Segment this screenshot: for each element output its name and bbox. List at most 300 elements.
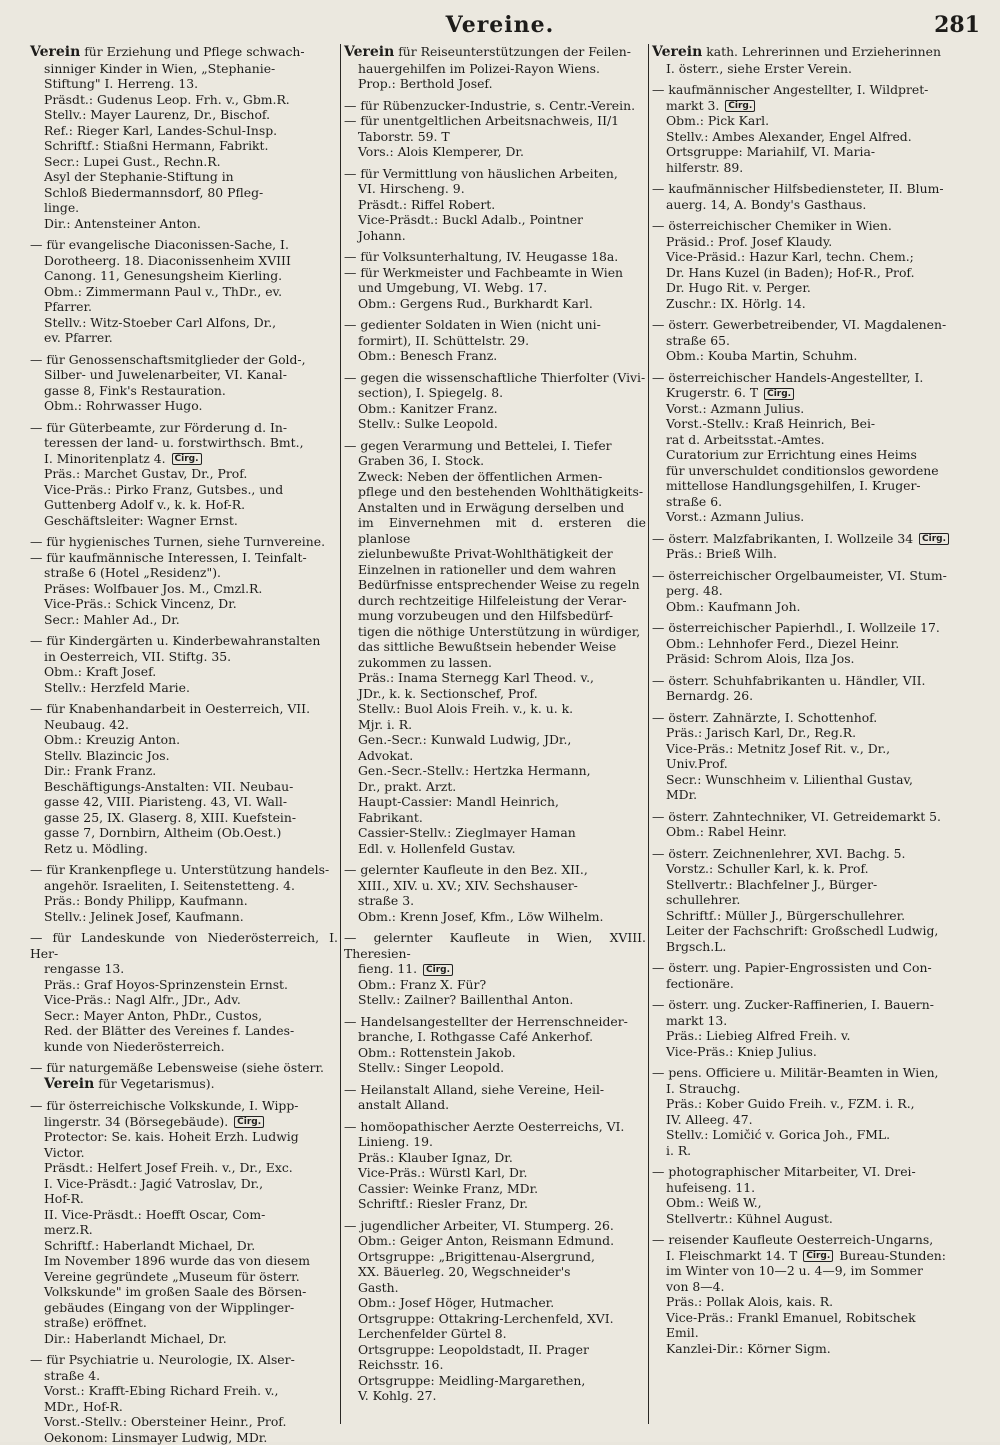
- entry-line: — homöopathischer Aerzte Oesterreichs, VI.: [344, 1119, 646, 1135]
- entry-line: Dir.: Antensteiner Anton.: [30, 216, 338, 232]
- entry-line: i. R.: [652, 1143, 964, 1159]
- entry-line: gasse 42, VIII. Piaristeng. 43, VI. Wall-: [30, 794, 338, 810]
- entry-line: Schriftf.: Müller J., Bürgerschullehrer.: [652, 908, 964, 924]
- directory-entry: [652, 710, 964, 803]
- entry-line: Obm.: Franz X. Für?: [344, 977, 646, 993]
- entry-line: Stellv.: Singer Leopold.: [344, 1060, 646, 1076]
- entry-line: Verein für Vegetarismus).: [30, 1076, 338, 1093]
- entry-line: straße 4.: [30, 1368, 338, 1384]
- directory-entry: [652, 82, 964, 175]
- entry-line: Obm.: Rohrwasser Hugo.: [30, 398, 338, 414]
- directory-entry: [652, 997, 964, 1059]
- entry-line: VI. Hirscheng. 9.: [344, 181, 646, 197]
- entry-line: Stellv.: Witz-Stoeber Carl Alfons, Dr.,: [30, 315, 338, 331]
- entry-line: anstalt Alland.: [344, 1097, 646, 1113]
- entry-line: Secr.: Mahler Ad., Dr.: [30, 612, 338, 628]
- entry-line: Stellv.: Ambes Alexander, Engel Alfred.: [652, 129, 964, 145]
- entry-line: Linieng. 19.: [344, 1134, 646, 1150]
- entry-line: — für Vermittlung von häuslichen Arbeiten,: [344, 166, 646, 182]
- directory-entry: [344, 1014, 646, 1076]
- entry-line: Präs.: Inama Sternegg Karl Theod. v.,: [344, 670, 646, 686]
- entry-line: Brgsch.L.: [652, 939, 964, 955]
- entry-line: Red. der Blätter des Vereines f. Landes-: [30, 1023, 338, 1039]
- entry-line: — für Güterbeamte, zur Förderung d. In-: [30, 420, 338, 436]
- directory-entry: [344, 44, 646, 92]
- directory-entry: [652, 531, 964, 562]
- entry-line: MDr., Hof-R.: [30, 1399, 338, 1415]
- entry-line: — für österreichische Volkskunde, I. Wipp-: [30, 1098, 338, 1114]
- entry-line: Cassier-Stellv.: Zieglmayer Haman: [344, 825, 646, 841]
- entry-line: merz.R.: [30, 1222, 338, 1238]
- directory-entry: [652, 673, 964, 704]
- entry-line: — österr. Zahnärzte, I. Schottenhof.: [652, 710, 964, 726]
- entry-line: Lerchenfelder Gürtel 8.: [344, 1326, 646, 1342]
- directory-entry: [30, 1352, 338, 1445]
- entry-line: Obm.: Lehnhofer Ferd., Diezel Heinr.: [652, 636, 964, 652]
- entry-line: Präsid.: Prof. Josef Klaudy.: [652, 234, 964, 250]
- entry-line: Emil.: [652, 1325, 964, 1341]
- entry-line: — gedienter Soldaten in Wien (nicht uni-: [344, 317, 646, 333]
- entry-line: Obm.: Gergens Rud., Burkhardt Karl.: [344, 296, 646, 312]
- column-3: [652, 44, 964, 1432]
- entry-line: hufeiseng. 11.: [652, 1180, 964, 1196]
- entry-line: Secr.: Mayer Anton, PhDr., Custos,: [30, 1008, 338, 1024]
- entry-line: Vice-Präs.: Nagl Alfr., JDr., Adv.: [30, 992, 338, 1008]
- column-2: [344, 44, 646, 1432]
- entry-line: Ref.: Rieger Karl, Landes-Schul-Insp.: [30, 123, 338, 139]
- entry-line: Neubaug. 42.: [30, 717, 338, 733]
- directory-entry: [652, 809, 964, 840]
- entry-line: Vice-Präsdt.: Buckl Adalb., Pointner: [344, 212, 646, 228]
- directory-entry: [344, 1119, 646, 1212]
- directory-entry: [344, 1218, 646, 1404]
- entry-line: Schloß Biedermannsdorf, 80 Pfleg-: [30, 185, 338, 201]
- entry-line: Präs.: Kober Guido Freih. v., FZM. i. R.,: [652, 1096, 964, 1112]
- directory-entry: [652, 1232, 964, 1356]
- entry-line: Stiftung" I. Herreng. 13.: [30, 76, 338, 92]
- directory-entry: [652, 1164, 964, 1226]
- directory-entry: [652, 568, 964, 615]
- entry-line: — österr. Malzfabrikanten, I. Wollzeile 34 Cirg.: [652, 531, 964, 547]
- entry-line: — gelernter Kaufleute in Wien, XVIII. Theresien-: [344, 930, 646, 961]
- entry-line: Stellv.: Zailner? Baillenthal Anton.: [344, 992, 646, 1008]
- entry-line: Bernardg. 26.: [652, 688, 964, 704]
- entry-line: Stellv.: Lomičić v. Gorica Joh., FML.: [652, 1127, 964, 1143]
- entry-line: Mjr. i. R.: [344, 717, 646, 733]
- entry-line: Vorst.: Krafft-Ebing Richard Freih. v.,: [30, 1383, 338, 1399]
- entry-line: Univ.Prof.: [652, 756, 964, 772]
- directory-entry: [652, 620, 964, 667]
- entry-line: Krugerstr. 6. T Cirg.: [652, 385, 964, 401]
- directory-entry: [652, 370, 964, 525]
- directory-entry: [652, 44, 964, 76]
- entry-line: Curatorium zur Errichtung eines Heims: [652, 447, 964, 463]
- entry-line: — österr. ung. Papier-Engrossisten und Con-: [652, 960, 964, 976]
- entry-line: Vice-Präs.: Schick Vincenz, Dr.: [30, 596, 338, 612]
- entry-lead-word: Verein: [344, 44, 394, 60]
- entry-line: I. Vice-Präsdt.: Jagić Vatroslav, Dr.,: [30, 1176, 338, 1192]
- entry-line: mittellose Handlungsgehilfen, I. Kruger-: [652, 478, 964, 494]
- entry-line: Präsid: Schrom Alois, Ilza Jos.: [652, 651, 964, 667]
- entry-line: Oekonom: Linsmayer Ludwig, MDr.: [30, 1430, 338, 1445]
- entry-line: V. Kohlg. 27.: [344, 1388, 646, 1404]
- entry-line: — gegen die wissenschaftliche Thierfolter (Vivi-: [344, 370, 646, 386]
- entry-line: Gen.-Secr.-Stellv.: Hertzka Hermann,: [344, 763, 646, 779]
- entry-line: Stellv. Blazincic Jos.: [30, 748, 338, 764]
- entry-line: straße 6 (Hotel „Residenz").: [30, 565, 338, 581]
- entry-line: Graben 36, I. Stock.: [344, 453, 646, 469]
- entry-line: Vorst.: Azmann Julius.: [652, 509, 964, 525]
- entry-line: Gen.-Secr.: Kunwald Ludwig, JDr.,: [344, 732, 646, 748]
- directory-entry: [30, 1098, 338, 1346]
- entry-line: rat d. Arbeitsstat.-Amtes.: [652, 432, 964, 448]
- entry-lead-word: Verein: [30, 44, 80, 60]
- entry-line: Secr.: Lupei Gust., Rechn.R.: [30, 154, 338, 170]
- entry-line: Kanzlei-Dir.: Körner Sigm.: [652, 1341, 964, 1357]
- entry-line: hilferstr. 89.: [652, 160, 964, 176]
- entry-lead-word: Verein: [652, 44, 702, 60]
- entry-line: rengasse 13.: [30, 961, 338, 977]
- entry-line: Verein kath. Lehrerinnen und Erzieherinnen: [652, 44, 964, 61]
- entry-line: markt 13.: [652, 1013, 964, 1029]
- entry-line: Vorst.: Azmann Julius.: [652, 401, 964, 417]
- entry-line: gasse 25, IX. Glaserg. 8, XIII. Kuefstein-: [30, 810, 338, 826]
- entry-line: Vice-Präs.: Kniep Julius.: [652, 1044, 964, 1060]
- cirg-stamp-icon: Cirg.: [764, 388, 794, 400]
- directory-entry: [30, 534, 338, 627]
- entry-lead-word: Verein: [44, 1076, 94, 1092]
- entry-line: — österr. Gewerbetreibender, VI. Magdalenen-: [652, 317, 964, 333]
- entry-line: und Umgebung, VI. Webg. 17.: [344, 280, 646, 296]
- entry-line: — für Kindergärten u. Kinderbewahranstalten: [30, 633, 338, 649]
- entry-line: XX. Bäuerleg. 20, Wegschneider's: [344, 1264, 646, 1280]
- entry-line: Vice-Präs.: Pirko Franz, Gutsbes., und: [30, 482, 338, 498]
- column-divider: [340, 44, 341, 1424]
- directory-entry: [652, 960, 964, 991]
- entry-line: zielunbewußte Privat-Wohlthätigkeit der: [344, 546, 646, 562]
- entry-line: Zuschr.: IX. Hörlg. 14.: [652, 296, 964, 312]
- entry-line: Obm.: Kaufmann Joh.: [652, 599, 964, 615]
- entry-line: Obm.: Geiger Anton, Reismann Edmund.: [344, 1233, 646, 1249]
- entry-line: Im November 1896 wurde das von diesem: [30, 1253, 338, 1269]
- entry-line: Präsdt.: Helfert Josef Freih. v., Dr., Exc.: [30, 1160, 338, 1176]
- entry-line: fieng. 11. Cirg.: [344, 961, 646, 977]
- entry-line: gasse 7, Dornbirn, Altheim (Ob.Oest.): [30, 825, 338, 841]
- entry-line: Stellv.: Jelinek Josef, Kaufmann.: [30, 909, 338, 925]
- entry-line: tigen die nöthige Unterstützung in würdiger,: [344, 624, 646, 640]
- entry-line: Schriftf.: Riesler Franz, Dr.: [344, 1196, 646, 1212]
- entry-line: Ortsgruppe: Ottakring-Lerchenfeld, XVI.: [344, 1311, 646, 1327]
- entry-line: sinniger Kinder in Wien, „Stephanie-: [30, 61, 338, 77]
- entry-line: — Handelsangestellter der Herrenschneider-: [344, 1014, 646, 1030]
- entry-line: IV. Alleeg. 47.: [652, 1112, 964, 1128]
- entry-line: Hof-R.: [30, 1191, 338, 1207]
- entry-line: Protector: Se. kais. Hoheit Erzh. Ludwig: [30, 1129, 338, 1145]
- entry-line: Prop.: Berthold Josef.: [344, 76, 646, 92]
- entry-line: Präs.: Marchet Gustav, Dr., Prof.: [30, 466, 338, 482]
- entry-line: Dorotheerg. 18. Diaconissenheim XVIII: [30, 253, 338, 269]
- entry-line: auerg. 14, A. Bondy's Gasthaus.: [652, 197, 964, 213]
- directory-entry: [344, 930, 646, 1008]
- entry-line: Fabrikant.: [344, 810, 646, 826]
- entry-line: Stellv.: Mayer Laurenz, Dr., Bischof.: [30, 107, 338, 123]
- entry-line: — österreichischer Chemiker in Wien.: [652, 218, 964, 234]
- directory-entry: [344, 1082, 646, 1113]
- entry-line: II. Vice-Präsdt.: Hoefft Oscar, Com-: [30, 1207, 338, 1223]
- entry-line: I. Strauchg.: [652, 1081, 964, 1097]
- entry-line: Obm.: Zimmermann Paul v., ThDr., ev.: [30, 284, 338, 300]
- directory-entry: [344, 438, 646, 857]
- entry-line: Ortsgruppe: Leopoldstadt, II. Prager: [344, 1342, 646, 1358]
- directory-entry: [30, 420, 338, 529]
- entry-line: — österr. Schuhfabrikanten u. Händler, VII.: [652, 673, 964, 689]
- entry-line: Dir.: Haberlandt Michael, Dr.: [30, 1331, 338, 1347]
- entry-line: — für Werkmeister und Fachbeamte in Wien: [344, 265, 646, 281]
- entry-line: Obm.: Kreuzig Anton.: [30, 732, 338, 748]
- entry-line: Präs.: Klauber Ignaz, Dr.: [344, 1150, 646, 1166]
- entry-line: — pens. Officiere u. Militär-Beamten in Wien,: [652, 1065, 964, 1081]
- entry-line: Zweck: Neben der öffentlichen Armen-: [344, 469, 646, 485]
- entry-line: Ortsgruppe: Meidling-Margarethen,: [344, 1373, 646, 1389]
- entry-line: Obm.: Kraft Josef.: [30, 664, 338, 680]
- entry-line: im Winter von 10—2 u. 4—9, im Sommer: [652, 1263, 964, 1279]
- directory-entry: [30, 930, 338, 1054]
- entry-line: teressen der land- u. forstwirthsch. Bmt.,: [30, 435, 338, 451]
- directory-entry: [344, 166, 646, 244]
- entry-line: Vice-Präs.: Frankl Emanuel, Robitschek: [652, 1310, 964, 1326]
- entry-line: Obm.: Krenn Josef, Kfm., Löw Wilhelm.: [344, 909, 646, 925]
- directory-entry: [30, 352, 338, 414]
- entry-line: Secr.: Wunschheim v. Lilienthal Gustav,: [652, 772, 964, 788]
- entry-line: — reisender Kaufleute Oesterreich-Ungarns,: [652, 1232, 964, 1248]
- entry-line: Dr. Hugo Rit. v. Perger.: [652, 280, 964, 296]
- entry-line: Gasth.: [344, 1280, 646, 1296]
- entry-line: Johann.: [344, 228, 646, 244]
- entry-line: von 8—4.: [652, 1279, 964, 1295]
- entry-line: Vorst.-Stellv.: Kraß Heinrich, Bei-: [652, 416, 964, 432]
- entry-line: — für hygienisches Turnen, siehe Turnvereine.: [30, 534, 338, 550]
- cirg-stamp-icon: Cirg.: [172, 453, 202, 465]
- entry-line: Guttenberg Adolf v., k. k. Hof-R.: [30, 497, 338, 513]
- directory-entry: [652, 218, 964, 311]
- entry-line: Präs.: Pollak Alois, kais. R.: [652, 1294, 964, 1310]
- entry-line: JDr., k. k. Sectionschef, Prof.: [344, 686, 646, 702]
- entry-line: — österreichischer Papierhdl., I. Wollzeile 17.: [652, 620, 964, 636]
- entry-line: Haupt-Cassier: Mandl Heinrich,: [344, 794, 646, 810]
- entry-line: Leiter der Fachschrift: Großschedl Ludwig,: [652, 923, 964, 939]
- directory-entry: [30, 1060, 338, 1092]
- entry-line: zukommen zu lassen.: [344, 655, 646, 671]
- entry-line: — für Krankenpflege u. Unterstützung handels-: [30, 862, 338, 878]
- directory-entry: [30, 237, 338, 346]
- entry-line: Vorstz.: Schuller Karl, k. k. Prof.: [652, 861, 964, 877]
- entry-line: Präsdt.: Riffel Robert.: [344, 197, 646, 213]
- entry-line: gebäudes (Eingang von der Wipplinger-: [30, 1300, 338, 1316]
- entry-line: Schriftf.: Haberlandt Michael, Dr.: [30, 1238, 338, 1254]
- entry-line: Präses: Wolfbauer Jos. M., Cmzl.R.: [30, 581, 338, 597]
- column-divider: [648, 44, 649, 1424]
- entry-line: Vice-Präs.: Würstl Karl, Dr.: [344, 1165, 646, 1181]
- column-1: [30, 44, 338, 1432]
- entry-line: hauergehilfen im Polizei-Rayon Wiens.: [344, 61, 646, 77]
- entry-line: mung vorzubeugen und den Hilfsbedürf-: [344, 608, 646, 624]
- entry-line: — für evangelische Diaconissen-Sache, I.: [30, 237, 338, 253]
- entry-line: Stellv.: Buol Alois Freih. v., k. u. k.: [344, 701, 646, 717]
- entry-line: — für Volksunterhaltung, IV. Heugasse 18a.: [344, 249, 646, 265]
- entry-line: branche, I. Rothgasse Café Ankerhof.: [344, 1029, 646, 1045]
- entry-line: Verein für Erziehung und Pflege schwach-: [30, 44, 338, 61]
- entry-line: Anstalten und in Erwägung derselben und: [344, 500, 646, 516]
- entry-line: Taborstr. 59. T: [344, 129, 646, 145]
- entry-line: durch rechtzeitige Hilfeleistung der Verar-: [344, 593, 646, 609]
- entry-line: Reichsstr. 16.: [344, 1357, 646, 1373]
- entry-line: Obm.: Rabel Heinr.: [652, 824, 964, 840]
- entry-line: Obm.: Pick Karl.: [652, 113, 964, 129]
- entry-line: Cassier: Weinke Franz, MDr.: [344, 1181, 646, 1197]
- entry-line: Dr., prakt. Arzt.: [344, 779, 646, 795]
- entry-line: Obm.: Kanitzer Franz.: [344, 401, 646, 417]
- entry-line: — photographischer Mitarbeiter, VI. Drei-: [652, 1164, 964, 1180]
- entry-line: — österreichischer Orgelbaumeister, VI. Stum-: [652, 568, 964, 584]
- entry-line: Präs.: Brieß Wilh.: [652, 546, 964, 562]
- entry-line: straße 6.: [652, 494, 964, 510]
- entry-line: Silber- und Juwelenarbeiter, VI. Kanal-: [30, 367, 338, 383]
- entry-line: Obm.: Benesch Franz.: [344, 348, 646, 364]
- entry-line: Vorst.-Stellv.: Obersteiner Heinr., Prof.: [30, 1414, 338, 1430]
- page-header: [0, 8, 1000, 42]
- directory-entry: [344, 98, 646, 160]
- cirg-stamp-icon: Cirg.: [234, 1116, 264, 1128]
- entry-line: — für Knabenhandarbeit in Oesterreich, VII.: [30, 701, 338, 717]
- entry-line: Geschäftsleiter: Wagner Ernst.: [30, 513, 338, 529]
- entry-line: Präs.: Liebieg Alfred Freih. v.: [652, 1028, 964, 1044]
- entry-line: — für Psychiatrie u. Neurologie, IX. Alser-: [30, 1352, 338, 1368]
- entry-line: Obm.: Kouba Martin, Schuhm.: [652, 348, 964, 364]
- entry-line: gasse 8, Fink's Restauration.: [30, 383, 338, 399]
- entry-line: pflege und den bestehenden Wohlthätigkeits-: [344, 484, 646, 500]
- entry-line: kunde von Niederösterreich.: [30, 1039, 338, 1055]
- entry-line: angehör. Israeliten, I. Seitenstetteng. 4.: [30, 878, 338, 894]
- entry-line: ev. Pfarrer.: [30, 330, 338, 346]
- entry-line: Ortsgruppe: „Brigittenau-Alsergrund,: [344, 1249, 646, 1265]
- entry-line: Stellvertr.: Kühnel August.: [652, 1211, 964, 1227]
- directory-entry: [344, 317, 646, 364]
- entry-line: — österr. ung. Zucker-Raffinerien, I. Bauern-: [652, 997, 964, 1013]
- entry-line: Victor.: [30, 1145, 338, 1161]
- entry-line: Stellv.: Sulke Leopold.: [344, 416, 646, 432]
- entry-line: linge.: [30, 200, 338, 216]
- entry-line: Ortsgruppe: Mariahilf, VI. Maria-: [652, 144, 964, 160]
- cirg-stamp-icon: Cirg.: [725, 100, 755, 112]
- entry-line: — für Landeskunde von Niederösterreich, I. Her-: [30, 930, 338, 961]
- entry-line: Retz u. Mödling.: [30, 841, 338, 857]
- entry-line: Verein für Reiseunterstützungen der Feilen-: [344, 44, 646, 61]
- entry-line: — österr. Zeichnenlehrer, XVI. Bachg. 5.: [652, 846, 964, 862]
- entry-line: Vereine gegründete „Museum für österr.: [30, 1269, 338, 1285]
- entry-line: in Oesterreich, VII. Stiftg. 35.: [30, 649, 338, 665]
- entry-line: — für naturgemäße Lebensweise (siehe österr.: [30, 1060, 338, 1076]
- entry-line: Schriftf.: Stiaßni Hermann, Fabrikt.: [30, 138, 338, 154]
- cirg-stamp-icon: Cirg.: [803, 1250, 833, 1262]
- directory-entry: [652, 1065, 964, 1158]
- entry-line: Volkskunde" im großen Saale des Börsen-: [30, 1284, 338, 1300]
- entry-line: schullehrer.: [652, 892, 964, 908]
- directory-entry: [652, 181, 964, 212]
- entry-line: Stellv.: Herzfeld Marie.: [30, 680, 338, 696]
- entry-line: Beschäftigungs-Anstalten: VII. Neubau-: [30, 779, 338, 795]
- entry-line: Canong. 11, Genesungsheim Kierling.: [30, 268, 338, 284]
- entry-line: Asyl der Stephanie-Stiftung in: [30, 169, 338, 185]
- cirg-stamp-icon: Cirg.: [423, 964, 453, 976]
- directory-entry: [30, 862, 338, 924]
- directory-entry: [30, 701, 338, 856]
- entry-line: formirt), II. Schüttelstr. 29.: [344, 333, 646, 349]
- entry-line: — Heilanstalt Alland, siehe Vereine, Heil-: [344, 1082, 646, 1098]
- entry-line: Obm.: Rottenstein Jakob.: [344, 1045, 646, 1061]
- entry-line: Präs.: Jarisch Karl, Dr., Reg.R.: [652, 725, 964, 741]
- entry-line: Stellvertr.: Blachfelner J., Bürger-: [652, 877, 964, 893]
- entry-line: — kaufmännischer Hilfsbediensteter, II. Blum-: [652, 181, 964, 197]
- entry-line: — österr. Zahntechniker, VI. Getreidemarkt 5.: [652, 809, 964, 825]
- entry-line: straße 3.: [344, 893, 646, 909]
- entry-line: im Einvernehmen mit d. ersteren die planlose: [344, 515, 646, 546]
- entry-line: perg. 48.: [652, 583, 964, 599]
- entry-line: Dr. Hans Kuzel (in Baden); Hof-R., Prof.: [652, 265, 964, 281]
- cirg-stamp-icon: Cirg.: [919, 533, 949, 545]
- page-title: Vereine.: [0, 12, 1000, 38]
- directory-entry: [344, 249, 646, 311]
- entry-line: straße 65.: [652, 333, 964, 349]
- entry-line: Präsdt.: Gudenus Leop. Frh. v., Gbm.R.: [30, 92, 338, 108]
- entry-line: section), I. Spiegelg. 8.: [344, 385, 646, 401]
- entry-line: — für kaufmännische Interessen, I. Teinfalt-: [30, 550, 338, 566]
- entry-line: Edl. v. Hollenfeld Gustav.: [344, 841, 646, 857]
- entry-line: Vors.: Alois Klemperer, Dr.: [344, 144, 646, 160]
- directory-entry: [344, 370, 646, 432]
- entry-line: Präs.: Bondy Philipp, Kaufmann.: [30, 893, 338, 909]
- entry-line: Obm.: Weiß W.,: [652, 1195, 964, 1211]
- entry-line: — für Rübenzucker-Industrie, s. Centr.-Verein.: [344, 98, 646, 114]
- entry-line: das sittliche Bewußtsein hebender Weise: [344, 639, 646, 655]
- directory-entry: [344, 862, 646, 924]
- entry-line: lingerstr. 34 (Börsegebäude). Cirg.: [30, 1114, 338, 1130]
- directory-entry: [30, 44, 338, 231]
- entry-line: straße) eröffnet.: [30, 1315, 338, 1331]
- entry-line: Vice-Präsid.: Hazur Karl, techn. Chem.;: [652, 249, 964, 265]
- entry-line: Bedürfnisse entsprechender Weise zu regeln: [344, 577, 646, 593]
- entry-line: I. Fleischmarkt 14. T Cirg. Bureau-Stunden:: [652, 1248, 964, 1264]
- entry-line: — für unentgeltlichen Arbeitsnachweis, II/1: [344, 113, 646, 129]
- directory-entry: [652, 317, 964, 364]
- entry-line: Einzelnen in rationeller und dem wahren: [344, 562, 646, 578]
- entry-line: Präs.: Graf Hoyos-Sprinzenstein Ernst.: [30, 977, 338, 993]
- entry-line: — österreichischer Handels-Angestellter, I.: [652, 370, 964, 386]
- page-number: 281: [934, 12, 980, 38]
- entry-line: markt 3. Cirg.: [652, 98, 964, 114]
- entry-line: — kaufmännischer Angestellter, I. Wildpret-: [652, 82, 964, 98]
- entry-line: Vice-Präs.: Metnitz Josef Rit. v., Dr.,: [652, 741, 964, 757]
- entry-line: MDr.: [652, 787, 964, 803]
- entry-line: XIII., XIV. u. XV.; XIV. Sechshauser-: [344, 878, 646, 894]
- entry-line: I. österr., siehe Erster Verein.: [652, 61, 964, 77]
- directory-entry: [30, 633, 338, 695]
- entry-line: — gelernter Kaufleute in den Bez. XII.,: [344, 862, 646, 878]
- entry-line: — jugendlicher Arbeiter, VI. Stumperg. 26.: [344, 1218, 646, 1234]
- entry-line: für unverschuldet conditionslos gewordene: [652, 463, 964, 479]
- entry-line: I. Minoritenplatz 4. Cirg.: [30, 451, 338, 467]
- entry-line: Pfarrer.: [30, 299, 338, 315]
- directory-entry: [652, 846, 964, 955]
